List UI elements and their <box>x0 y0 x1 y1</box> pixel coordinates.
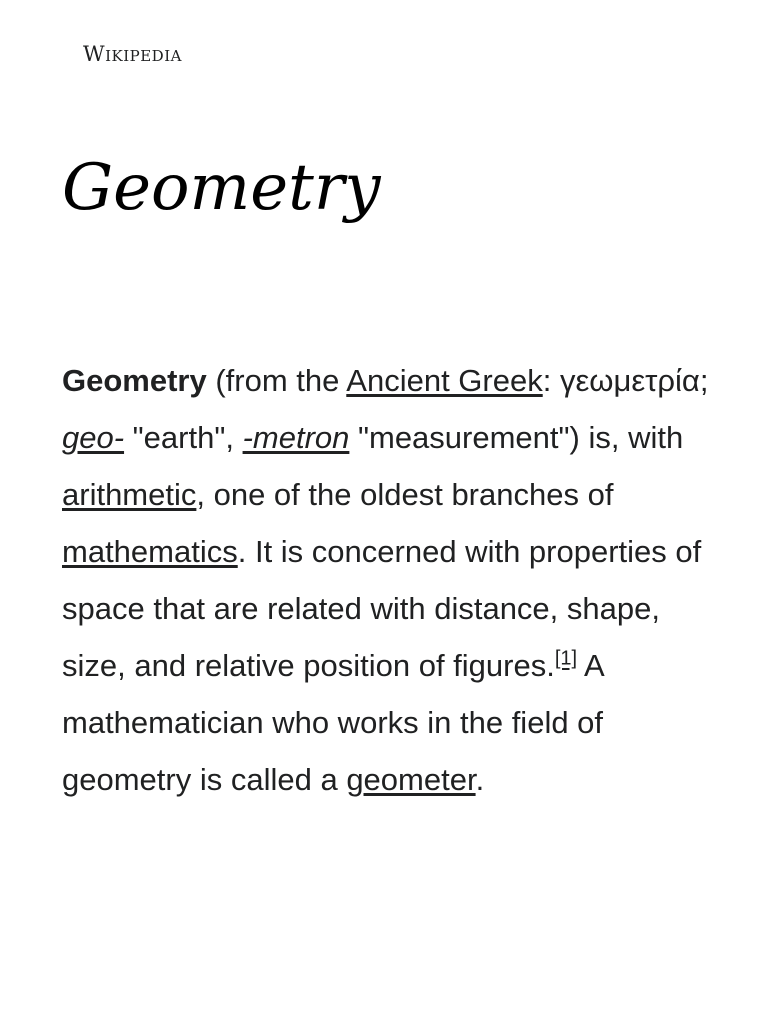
link-metron[interactable]: -metron <box>242 420 350 455</box>
link-mathematics[interactable]: mathematics <box>62 534 238 569</box>
page-title: Geometry <box>62 151 381 225</box>
lead-paragraph <box>62 352 712 808</box>
link-geometer[interactable]: geometer <box>346 762 476 797</box>
lead-text: (from the <box>206 363 347 398</box>
link-arithmetic[interactable]: arithmetic <box>62 477 197 512</box>
lead-text: : γεωμετρία; <box>542 363 709 398</box>
lead-text: A mathematician who works in the field of geometry is called a <box>62 648 604 797</box>
lead-text: "measurement") is, with <box>349 420 684 455</box>
lead-text: "earth", <box>124 420 243 455</box>
link-geo[interactable]: geo- <box>62 420 125 455</box>
article-content <box>62 352 712 808</box>
lead-text: . It is concerned with properties of space that are related with distance, shape, size, and relative position of figures. <box>62 534 702 683</box>
lead-term: Geometry <box>62 363 207 398</box>
wikipedia-wordmark[interactable]: Wikipedia <box>83 42 182 66</box>
lead-text: . <box>475 762 485 797</box>
lead-text: , one of the oldest branches of <box>196 477 614 512</box>
link-ancient-greek[interactable]: Ancient Greek <box>346 363 543 398</box>
reference-link[interactable]: [1] <box>554 647 578 670</box>
